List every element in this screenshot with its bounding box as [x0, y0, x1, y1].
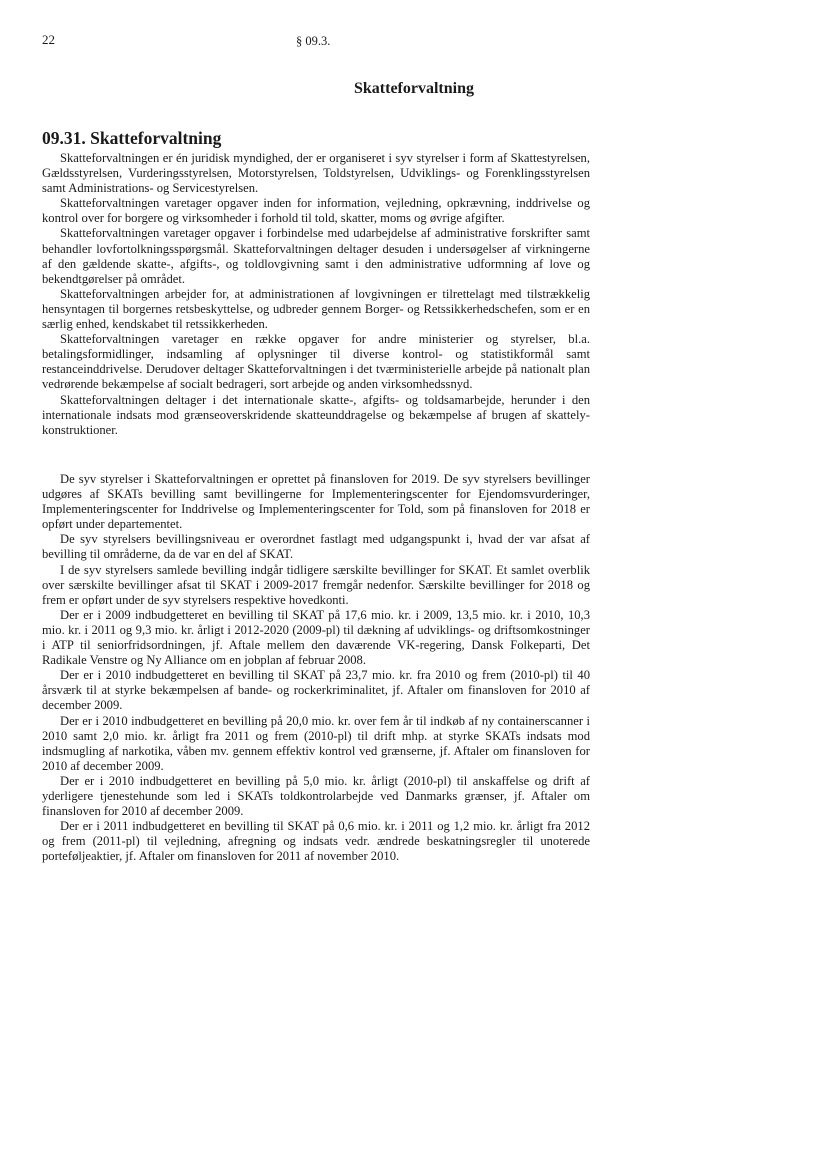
paragraph: De syv styrelser i Skatteforvaltningen er oprettet på finansloven for 2019. De syv styrelsers bevillinger udgøres af SKATs bevilling samt bevillingerne for Implementeringscenter for Ejendomsvurderinger, Implementeringscenter for Inddrivelse og Implementeringscenter for Told, som på finansloven for 2018 er opført under departementet. [42, 472, 590, 532]
section-reference: § 09.3. [296, 34, 331, 48]
paragraph: Skatteforvaltningen varetager en række opgaver for andre ministerier og styrelser, bl.a. betalingsformidlinger, indsamling af oplysninger til diverse kontrol- og statistikformål samt restanceinddrivelse. Derudover deltager Skatteforvaltningen i det tværministerielle arbejde på nationalt plan vedrørende bekæmpelse af socialt bedrageri, sort arbejde og anden virksomhedssnyd. [42, 332, 590, 392]
paragraph: Skatteforvaltningen er én juridisk myndighed, der er organiseret i syv styrelser i form af Skattestyrelsen, Gældsstyrelsen, Vurderingsstyrelsen, Motorstyrelsen, Toldstyrelsen, Udviklings- og Forenklingsstyrelsen samt Administrations- og Servicestyrelsen. [42, 151, 590, 196]
paragraph: I de syv styrelsers samlede bevilling indgår tidligere særskilte bevillinger for SKAT. Et samlet overblik over særskilte bevillinger afsat til SKAT i 2009-2017 fremgår nedenfor. Særskilte bevillinger for 2018 og frem er opført under de syv styrelsers respektive hovedkonti. [42, 562, 590, 607]
intro-text-block [42, 151, 590, 438]
paragraph: De syv styrelsers bevillingsniveau er overordnet fastlagt med udgangspunkt i, hvad der var afsat af bevilling til områderne, da de var en del af SKAT. [42, 532, 590, 562]
paragraph: Der er i 2010 indbudgetteret en bevilling på 5,0 mio. kr. årligt (2010-pl) til anskaffelse og drift af yderligere tjenestehunde som led i SKATs toldkontrolarbejde ved Danmarks grænser, jf. Aftaler om finansloven for 2010 af december 2009. [42, 773, 590, 819]
budget-text-block [42, 472, 590, 864]
paragraph: Der er i 2010 indbudgetteret en bevilling på 20,0 mio. kr. over fem år til indkøb af ny containerscanner i 2010 samt 2,0 mio. kr. årligt fra 2011 og frem (2010-pl) til drift mhp. at styrke SKATs indsats mod indsmugling af narkotika, våben mv. gennem effektiv kontrol ved grænserne, jf. Aftaler om finansloven for 2010 af december 2009. [42, 713, 590, 773]
paragraph: Skatteforvaltningen varetager opgaver i forbindelse med udarbejdelse af administrative forskrifter samt behandler lovfortolkningsspørgsmål. Skatteforvaltningen deltager desuden i undersøgelser af virkningerne af den gældende skatte-, afgifts-, og toldlovgivning samt i den administrative udformning af love og bekendtgørelser på området. [42, 226, 590, 286]
paragraph: Der er i 2010 indbudgetteret en bevilling til SKAT på 23,7 mio. kr. fra 2010 og frem (2010-pl) til 40 årsværk til at styrke bekæmpelsen af bande- og rockerkriminalitet, jf. Aftaler om finansloven for 2010 af december 2009. [42, 668, 590, 713]
paragraph: Skatteforvaltningen deltager i det internationale skatte-, afgifts- og toldsamarbejde, herunder i den internationale indsats mod grænseoverskridende skatteunddragelse og bekæmpelse af brugen af skattely-konstruktioner. [42, 392, 590, 437]
paragraph: Skatteforvaltningen arbejder for, at administrationen af lovgivningen er tilrettelagt med tilstrækkelig hensyntagen til borgernes retsbeskyttelse, og udbreder gennem Borger- og Retssikkerhedschefen, som er en særlig enhed, kendskabet til retssikkerheden. [42, 286, 590, 332]
section-heading: 09.31. Skatteforvaltning [42, 128, 222, 148]
paragraph: Der er i 2011 indbudgetteret en bevilling til SKAT på 0,6 mio. kr. i 2011 og 1,2 mio. kr. årligt fra 2012 og frem (2011-pl) til vejledning, afregning og indsats vedr. ændrede beskatningsregler til unoterede porteføljeaktier, jf. Aftaler om finansloven for 2011 af november 2010. [42, 819, 590, 864]
page-title: Skatteforvaltning [354, 80, 474, 97]
page-number: 22 [42, 32, 55, 47]
paragraph: Der er i 2009 indbudgetteret en bevilling til SKAT på 17,6 mio. kr. i 2009, 13,5 mio. kr. i 2010, 10,3 mio. kr. i 2011 og 9,3 mio. kr. årligt i 2012-2020 (2009-pl) til dækning af udviklings- og driftsomkostninger i ATP til seniorfridsordningen, jf. Aftale mellem den daværende VK-regering, Dansk Folkeparti, Det Radikale Venstre og Ny Alliance om en jobplan af februar 2008. [42, 607, 590, 668]
paragraph: Skatteforvaltningen varetager opgaver inden for information, vejledning, opkrævning, inddrivelse og kontrol over for borgere og virksomheder i forhold til told, skatter, moms og øvrige afgifter. [42, 196, 590, 226]
